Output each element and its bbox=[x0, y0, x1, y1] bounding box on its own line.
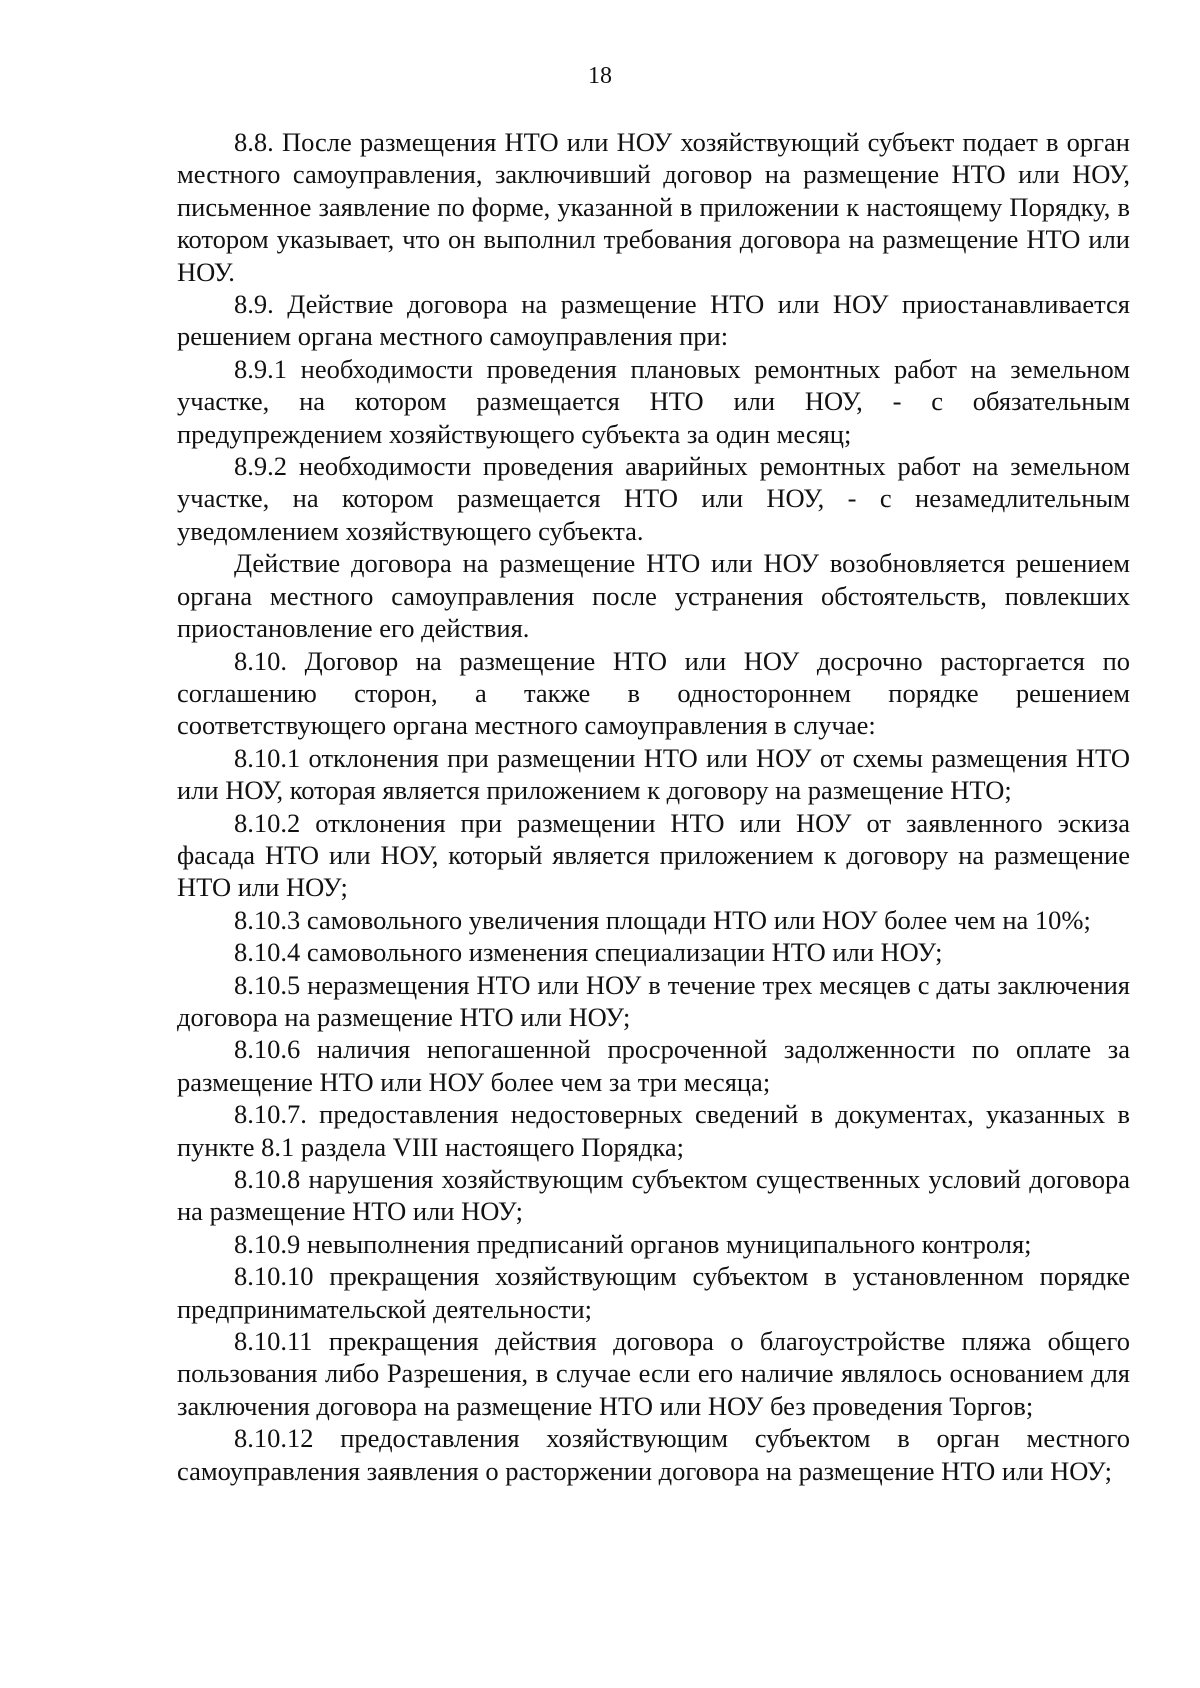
paragraph-8-10-4: 8.10.4 самовольного изменения специализации НТО или НОУ; bbox=[234, 937, 943, 968]
paragraph-resumption: Действие договора на размещение НТО или НОУ возобновляется решением органа местного самоуправления после устранения обстоятельств, повлекших приостановление его действия. bbox=[177, 548, 1130, 644]
paragraph-8-10-2: 8.10.2 отклонения при размещении НТО или НОУ от заявленного эскиза фасада НТО или НОУ, который является приложением к договору на размещение НТО или НОУ; bbox=[177, 807, 1130, 903]
paragraph-8-10-10: 8.10.10 прекращения хозяйствующим субъектом в установленном порядке предпринимательской деятельности; bbox=[177, 1261, 1130, 1324]
paragraph-8-10-8: 8.10.8 нарушения хозяйствующим субъектом существенных условий договора на размещение НТО или НОУ; bbox=[177, 1164, 1130, 1227]
paragraph-8-8: 8.8. После размещения НТО или НОУ хозяйствующий субъект подает в орган местного самоуправления, заключивший договор на размещение НТО или НОУ, письменное заявление по форме, указанной в приложении к настоящему Порядку, в котором указывает, что он выполнил требования договора на размещение НТО или НОУ. bbox=[177, 127, 1130, 287]
paragraph-8-10-12: 8.10.12 предоставления хозяйствующим субъектом в орган местного самоуправления заявления о расторжении договора на размещение НТО или НОУ; bbox=[177, 1423, 1130, 1486]
paragraph-8-9-1: 8.9.1 необходимости проведения плановых ремонтных работ на земельном участке, на котором размещается НТО или НОУ, - с обязательным предупреждением хозяйствующего субъекта за один месяц; bbox=[177, 353, 1130, 449]
paragraph-8-9-2: 8.9.2 необходимости проведения аварийных ремонтных работ на земельном участке, на котором размещается НТО или НОУ, - с незамедлительным уведомлением хозяйствующего субъекта. bbox=[177, 451, 1130, 546]
document-body bbox=[177, 126, 1130, 1487]
paragraph-8-10-9: 8.10.9 невыполнения предписаний органов муниципального контроля; bbox=[234, 1228, 1032, 1259]
paragraph-8-10: 8.10. Договор на размещение НТО или НОУ досрочно расторгается по соглашению сторон, а также в одностороннем порядке решением соответствующего органа местного самоуправления в случае: bbox=[177, 645, 1130, 741]
paragraph-8-10-3: 8.10.3 самовольного увеличения площади НТО или НОУ более чем на 10%; bbox=[234, 904, 1091, 935]
page-number: 18 bbox=[588, 63, 612, 89]
paragraph-8-9: 8.9. Действие договора на размещение НТО или НОУ приостанавливается решением органа местного самоуправления при: bbox=[177, 289, 1130, 352]
paragraph-8-10-5: 8.10.5 неразмещения НТО или НОУ в течение трех месяцев с даты заключения договора на размещение НТО или НОУ; bbox=[177, 969, 1130, 1032]
paragraph-8-10-1: 8.10.1 отклонения при размещении НТО или НОУ от схемы размещения НТО или НОУ, которая является приложением к договору на размещение НТО; bbox=[177, 742, 1130, 806]
paragraph-8-10-7: 8.10.7. предоставления недостоверных сведений в документах, указанных в пункте 8.1 раздела VIII настоящего Порядка; bbox=[177, 1099, 1130, 1162]
paragraph-8-10-6: 8.10.6 наличия непогашенной просроченной задолженности по оплате за размещение НТО или НОУ более чем за три месяца; bbox=[177, 1034, 1130, 1097]
paragraph-8-10-11: 8.10.11 прекращения действия договора о благоустройстве пляжа общего пользования либо Разрешения, в случае если его наличие являлось основанием для заключения договора на размещение НТО или НОУ без проведения Торгов; bbox=[177, 1326, 1130, 1421]
